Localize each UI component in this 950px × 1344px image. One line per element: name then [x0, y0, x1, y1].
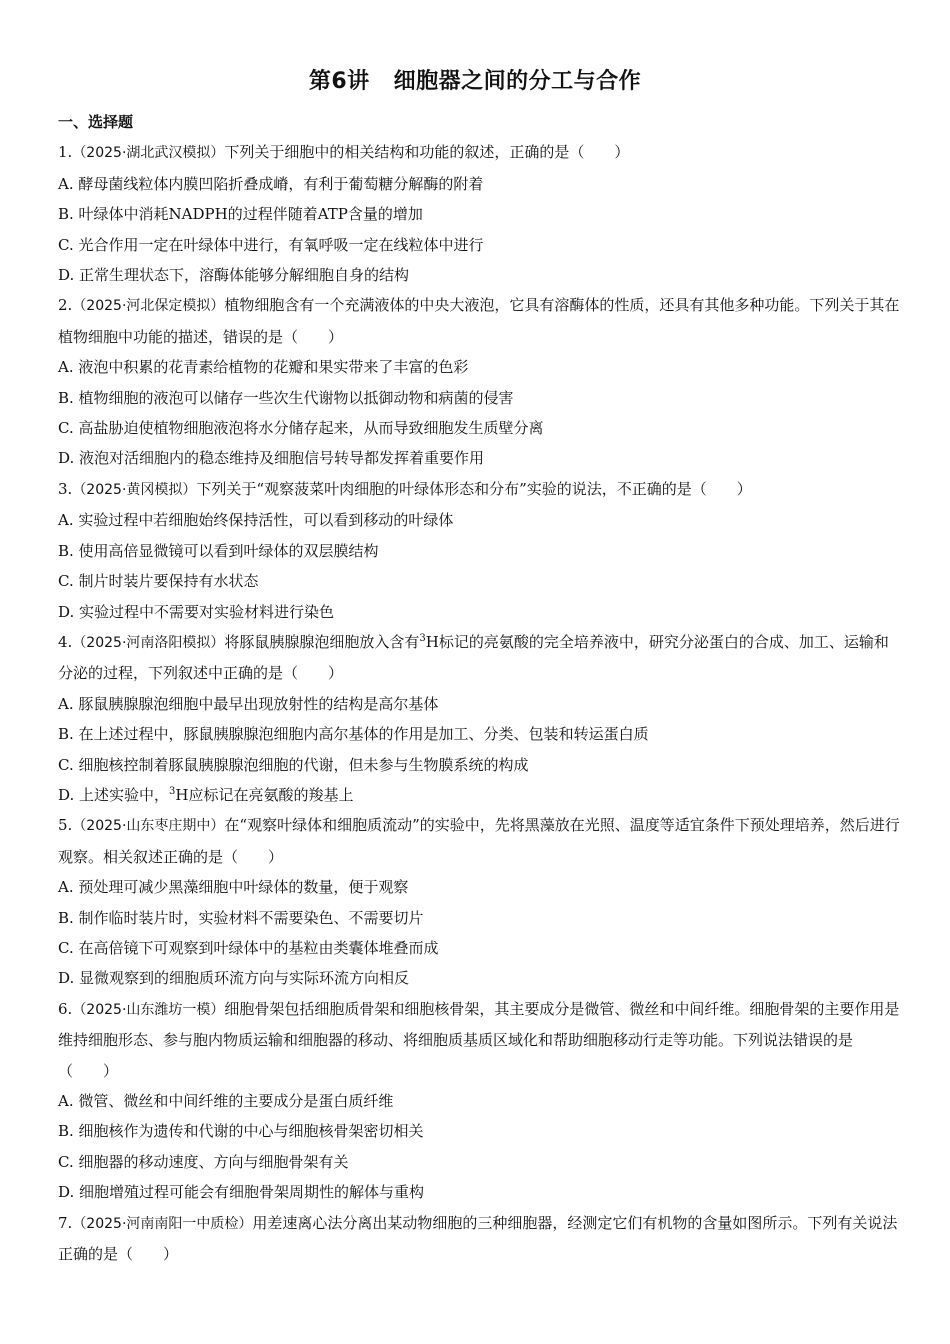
lecture-topic: 细胞器之间的分工与合作 [393, 69, 642, 94]
question-1-stem [58, 137, 900, 168]
question-source: （2025·湖北武汉模拟） [72, 145, 225, 162]
question-text: 在“观察叶绿体和细胞质流动”的实验中，先将黑藻放在光照、温度等适宜条件下预处理培养，然后进行观察。相关叙述正确的是（ ） [58, 816, 900, 866]
question-2-option-b: B. 植物细胞的液泡可以储存一些次生代谢物以抵御动物和病菌的侵害 [58, 388, 514, 407]
question-2-stem [58, 290, 900, 352]
question-3-option-a: A. 实验过程中若细胞始终保持活性，可以看到移动的叶绿体 [58, 511, 454, 530]
question-6-option-a: A. 微管、微丝和中间纤维的主要成分是蛋白质纤维 [58, 1092, 394, 1110]
question-4-option-d [58, 780, 900, 810]
question-2-option-c: C. 高盐胁迫使植物细胞液泡将水分储存起来，从而导致细胞发生质壁分离 [58, 419, 544, 438]
question-2-option-d: D. 液泡对活细胞内的稳态维持及细胞信号转导都发挥着重要作用 [58, 449, 485, 468]
question-text: 植物细胞含有一个充满液体的中央大液泡，它具有溶酶体的性质，还具有其他多种功能。下列关于其在植物细胞中功能的描述，错误的是（ ） [58, 296, 900, 346]
question-6-option-b: B. 细胞核作为遗传和代谢的中心与细胞核骨架密切相关 [58, 1122, 424, 1141]
question-5-option-d: D. 显微观察到的细胞质环流方向与实际环流方向相反 [58, 969, 410, 988]
question-number: 1. [58, 143, 73, 162]
question-4-option-c: C. 细胞核控制着豚鼠胰腺腺泡细胞的代谢，但未参与生物膜系统的构成 [58, 755, 529, 774]
question-number: 7. [58, 1213, 73, 1232]
question-1-option-a: A. 酵母菌线粒体内膜凹陷折叠成嵴，有利于葡萄糖分解酶的附着 [58, 174, 484, 193]
question-number: 5. [58, 816, 73, 835]
isotope-superscript: 3 [169, 785, 176, 797]
question-6-stem [58, 994, 900, 1086]
question-source: （2025·河南南阳一中质检） [72, 1215, 253, 1232]
lecture-number: 第6讲 [308, 69, 370, 94]
question-7-stem [58, 1208, 900, 1270]
question-4-option-b: B. 在上述过程中，豚鼠胰腺腺泡细胞内高尔基体的作用是加工、分类、包装和转运蛋白质 [58, 725, 649, 744]
question-5-option-a: A. 预处理可减少黑藻细胞中叶绿体的数量，便于观察 [58, 878, 409, 897]
question-list [58, 107, 900, 1269]
question-text: 下列关于细胞中的相关结构和功能的叙述，正确的是（ ） [224, 143, 630, 162]
option-text: D. 上述实验中， [58, 785, 170, 804]
question-4-stem [58, 627, 900, 689]
question-3-option-b: B. 使用高倍显微镜可以看到叶绿体的双层膜结构 [58, 541, 379, 560]
question-5-stem [58, 810, 900, 872]
question-number: 6. [58, 999, 73, 1018]
question-3-option-d: D. 实验过程中不需要对实验材料进行染色 [58, 602, 335, 621]
section-heading: 一、选择题 [58, 113, 134, 131]
question-2-option-a: A. 液泡中积累的花青素给植物的花瓣和果实带来了丰富的色彩 [58, 358, 469, 377]
question-5-option-c: C. 在高倍镜下可观察到叶绿体中的基粒由类囊体堆叠而成 [58, 938, 439, 957]
question-number: 3. [58, 479, 73, 498]
question-5-option-b: B. 制作临时装片时，实验材料不需要染色、不需要切片 [58, 908, 424, 927]
question-text: 将豚鼠胰腺腺泡细胞放入含有 [224, 632, 420, 651]
question-6-option-c: C. 细胞器的移动速度、方向与细胞骨架有关 [58, 1152, 349, 1171]
question-4-option-a: A. 豚鼠胰腺腺泡细胞中最早出现放射性的结构是高尔基体 [58, 694, 439, 713]
question-number: 2. [58, 296, 73, 315]
isotope-superscript: 3 [419, 632, 426, 644]
question-3-stem [58, 474, 900, 505]
question-text: 细胞骨架包括细胞质骨架和细胞核骨架，其主要成分是微管、微丝和中间纤维。细胞骨架的主要作用是维持细胞形态、参与胞内物质运输和细胞器的移动、将细胞质基质区域化和帮助细胞移动行走等功能。下列说法错误的是（ ） [58, 999, 900, 1080]
question-text: H标记的亮氨酸的完全培养液中，研究分泌蛋白的合成、加工、运输和分泌的过程，下列叙述中正确的是（ ） [58, 632, 889, 683]
question-6-option-d: D. 细胞增殖过程可能会有细胞骨架周期性的解体与重构 [58, 1183, 425, 1202]
question-source: （2025·河南洛阳模拟） [72, 634, 225, 651]
question-source: （2025·山东潍坊一模） [72, 1001, 225, 1018]
question-1-option-c: C. 光合作用一定在叶绿体中进行，有氧呼吸一定在线粒体中进行 [58, 235, 484, 254]
question-number: 4. [58, 632, 73, 651]
question-1-option-b: B. 叶绿体中消耗NADPH的过程伴随着ATP含量的增加 [58, 205, 423, 224]
page-title [0, 64, 950, 95]
question-1-option-d: D. 正常生理状态下，溶酶体能够分解细胞自身的结构 [58, 266, 410, 285]
question-source: （2025·黄冈模拟） [72, 481, 197, 498]
question-source: （2025·山东枣庄期中） [72, 818, 225, 835]
question-text: 用差速离心法分离出某动物细胞的三种细胞器，经测定它们有机物的含量如图所示。下列有关说法正确的是（ ） [58, 1213, 898, 1264]
question-3-option-c: C. 制片时装片要保持有水状态 [58, 572, 259, 591]
question-source: （2025·河北保定模拟） [72, 298, 225, 315]
question-text: 下列关于“观察菠菜叶肉细胞的叶绿体形态和分布”实验的说法，不正确的是（ ） [196, 479, 752, 498]
option-text: H应标记在亮氨酸的羧基上 [175, 785, 354, 804]
